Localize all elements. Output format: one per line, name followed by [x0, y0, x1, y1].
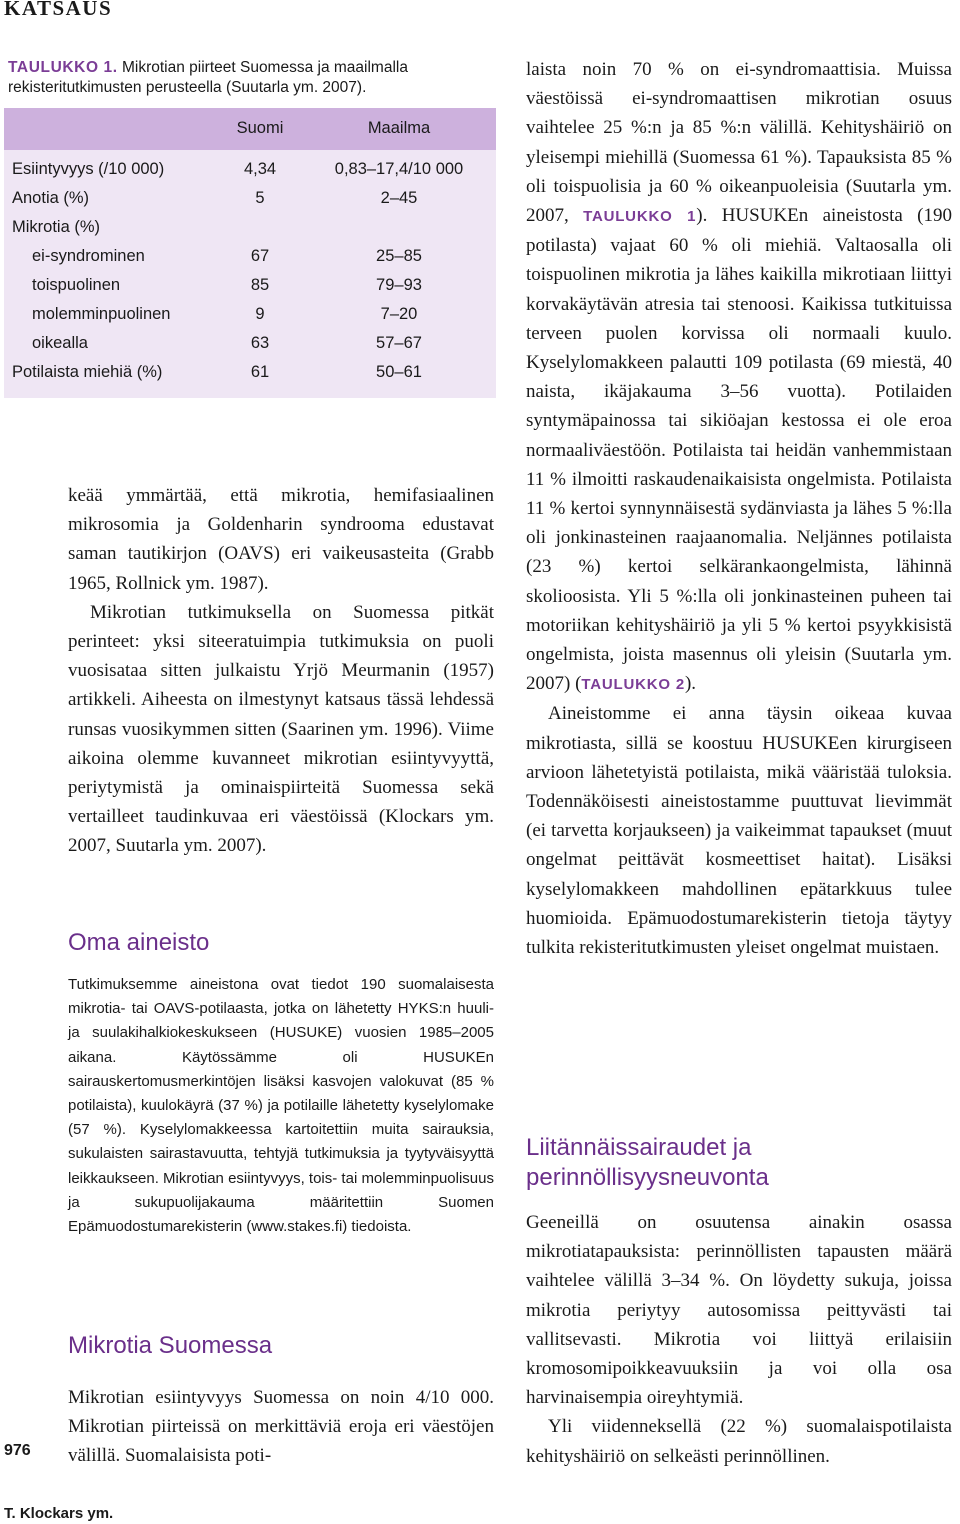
row-label: toispuolinen [32, 276, 121, 294]
body-paragraph: Mikrotian tutkimuksella on Suomessa pitkät perinteet: yksi siteeratuimpia tutkimuksia on puoli vuosisataa sitten julkaistu Yrjö Meurmanin (1957) artikkeli. Aiheesta on ilmestynyt katsaus tässä lehdessä runsas vuosikymmen sitten (Saarinen ym. 1996). Viime aikoina olemme kuvanneet mikrotian esiintyvyyttä, periytymistä ja ominaispiirteitä Suomessa sekä vertailleet taudinkuvaa eri väestöissä (Klockars ym. 2007, Suutarla ym. 2007). [68, 601, 494, 857]
table-row [4, 189, 496, 213]
table-caption [8, 58, 498, 98]
body-paragraph: Aineistomme ei anna täysin oikeaa kuvaa mikrotiasta, sillä se koostuu HUSUKEen kirurgiseen arvioon lähetetyistä potilaista, mikä vääristää tuloksia. Todennäköisesti aineistostamme puuttuvat lievimmät (ei tarvetta korjaukseen) ja vaikeimmat tapaukset (muut ongelmat peittävät kosmeettiset haitat). Lisäksi kyselylomakkeen mahdollinen epätarkkuus tulee huomioida. Epämuodostumarekisterin tietoja täytyy tulkita rekisteritutkimusten yleiset ongelmat muistaen. [526, 703, 952, 959]
left-column-bottom [68, 1383, 494, 1471]
column-header-maailma: Maailma [367, 119, 431, 137]
table-row [4, 276, 496, 300]
cell-suomi: 9 [255, 305, 265, 323]
table-reference: TAULUKKO 2 [581, 676, 685, 694]
cell-maailma: 2–45 [380, 189, 418, 207]
left-column [68, 481, 494, 861]
table-row [4, 334, 496, 358]
cell-maailma: 57–67 [376, 334, 422, 352]
table-row [4, 305, 496, 329]
body-text: ). [684, 673, 697, 695]
row-label: Esiintyvyys (/10 000) [12, 160, 165, 178]
data-table [4, 108, 496, 398]
body-paragraph [526, 55, 952, 699]
row-label: ei-syndrominen [32, 247, 145, 265]
row-label: Mikrotia (%) [12, 218, 101, 236]
cell-suomi: 63 [250, 334, 270, 352]
table-reference: TAULUKKO 1 [583, 208, 697, 226]
method-paragraph: Tutkimuksemme aineistona ovat tiedot 190 suomalaisesta mikrotia- tai OAVS-potilaasta, jotka on lähetetty HYKS:n huuli- ja suulakihalkiokeskukseen (HUSUKE) vuosien 1985–2005 aikana. Käytössämme oli HUSUKEn sairauskertomusmerkintöjen lisäksi kasvojen valokuvat (85 % potilaista), kuulokäyrä (37 %) ja potilaille lähetetty kyselylomake (57 %). Kyselylomakkeessa kartoitettiin muita sairauksia, sukulaisten sairastavuutta, tehtyjä tutkimuksia ja tyytyväisyyttä leikkaukseen. Mikrotian esiintyvyys, tois- tai molemminpuolisuus ja sukupuolijakauma määritettiin Suomen Epämuodostumarekisterin (www.stakes.fi) tiedoista. [68, 976, 494, 1236]
section-label: KATSAUS [4, 0, 113, 20]
table-label: TAULUKKO 1. [8, 59, 118, 76]
body-text: ). HUSUKEn aineistosta (190 potilasta) vajaat 60 % oli miehiä. Valtaosalla oli toispuolinen mikrotia ja lähes kaikilla mikrotiaan liittyi korvakäytävän atresia tai stenoosi. Kaikissa tutkituissa terveen puolen korvissa oli normaali kuulo. Kyselylomakkeen palautti 109 potilasta (69 miestä, 40 naista, ikäjakauma 3–56 vuotta). Potilaiden syntymäpainossa tai sikiöajan kestossa ei ole eroa normaaliväestöön. Potilaista tai heidän vanhemmistaan 11 % ilmoitti raskaudenaikaisista ongelmista. Potilaista 11 % kertoi synnynnäisestä sydänviasta ja lähes 5 %:lla oli jonkinasteinen raajaanomalia. Neljännes potilaista (23 %) kertoi selkärankaongelmista, lähinnä skolioosista. Yli 5 %:lla oli jonkinasteinen puheen tai motoriikan kehityshäiriö ja yli 5 % kertoi psyykkisistä ongelmista, joista masennus oli yleisin (Suutarla ym. 2007) ( [526, 205, 952, 695]
cell-suomi: 4,34 [243, 160, 277, 178]
table-row [4, 218, 496, 242]
cell-maailma: 50–61 [376, 363, 422, 381]
section-heading-liitannaissairaudet: Liitännäissairaudet ja perinnöllisyysneuvonta [526, 1134, 769, 1191]
cell-maailma: 25–85 [376, 247, 422, 265]
row-label: Potilaista miehiä (%) [12, 363, 163, 381]
body-paragraph: Geeneillä on osuutensa ainakin osassa mikrotiatapauksista: perinnöllisten tapausten määrä vaihtelee välillä 3–34 %. On löydetty sukuja, joissa mikrotia periytyy autosomissa peittyvästi tai vallitsevasti. Mikrotia voi liittyä erilaisiin kromosomipoikkeavuuksiin ja voi olla osa harvinaisempia oireyhtymiä. [526, 1212, 952, 1409]
cell-maailma: 79–93 [376, 276, 422, 294]
table-row [4, 363, 496, 387]
table-row [4, 160, 496, 184]
section-heading-oma-aineisto: Oma aineisto [68, 929, 210, 956]
table-header [4, 108, 496, 150]
body-paragraph: Yli viidenneksellä (22 %) suomalaispotilaista kehityshäiriö on selkeästi perinnöllinen. [526, 1416, 952, 1467]
cell-suomi: 61 [250, 363, 270, 381]
row-label: oikealla [32, 334, 88, 352]
table-caption-text: Mikrotian piirteet Suomessa ja maailmalla rekisteritutkimusten perusteella (Suutarla ym. 2007). [8, 59, 408, 96]
cell-suomi: 85 [250, 276, 270, 294]
method-text [68, 973, 494, 1239]
body-paragraph: keää ymmärtää, että mikrotia, hemifasiaalinen mikrosomia ja Goldenharin syndrooma edustavat saman tautikirjon (OAVS) eri vaikeusasteita (Grabb 1965, Rollnick ym. 1987). [68, 485, 494, 594]
right-column-bottom [526, 1208, 952, 1471]
row-label: Anotia (%) [12, 189, 90, 207]
section-heading-mikrotia-suomessa: Mikrotia Suomessa [68, 1332, 273, 1359]
table-row [4, 247, 496, 271]
footer-author: T. Klockars ym. [4, 1505, 114, 1522]
cell-maailma: 7–20 [380, 305, 418, 323]
row-label: molemminpuolinen [32, 305, 171, 323]
cell-suomi: 67 [250, 247, 270, 265]
body-paragraph: Mikrotian esiintyvyys Suomessa on noin 4/10 000. Mikrotian piirteissä on merkittäviä eroja eri väestöjen välillä. Suomalaisista poti- [68, 1387, 494, 1467]
cell-suomi: 5 [255, 189, 265, 207]
page-number: 976 [4, 1442, 31, 1459]
right-column [526, 55, 952, 962]
column-header-suomi: Suomi [236, 119, 284, 137]
body-text: laista noin 70 % on ei-syndromaattisia. Muissa väestöissä ei-syndromaattisen mikrotian osuus vaihtelee 25 %:n ja 85 %:n välillä. Kehityshäiriö on yleisempi miehillä (Suomessa 61 %). Tapauksista 85 % oli toispuolisia ja 60 % oikeanpuoleisia (Suutarla ym. 2007, [526, 59, 952, 227]
cell-maailma: 0,83–17,4/10 000 [334, 160, 464, 178]
